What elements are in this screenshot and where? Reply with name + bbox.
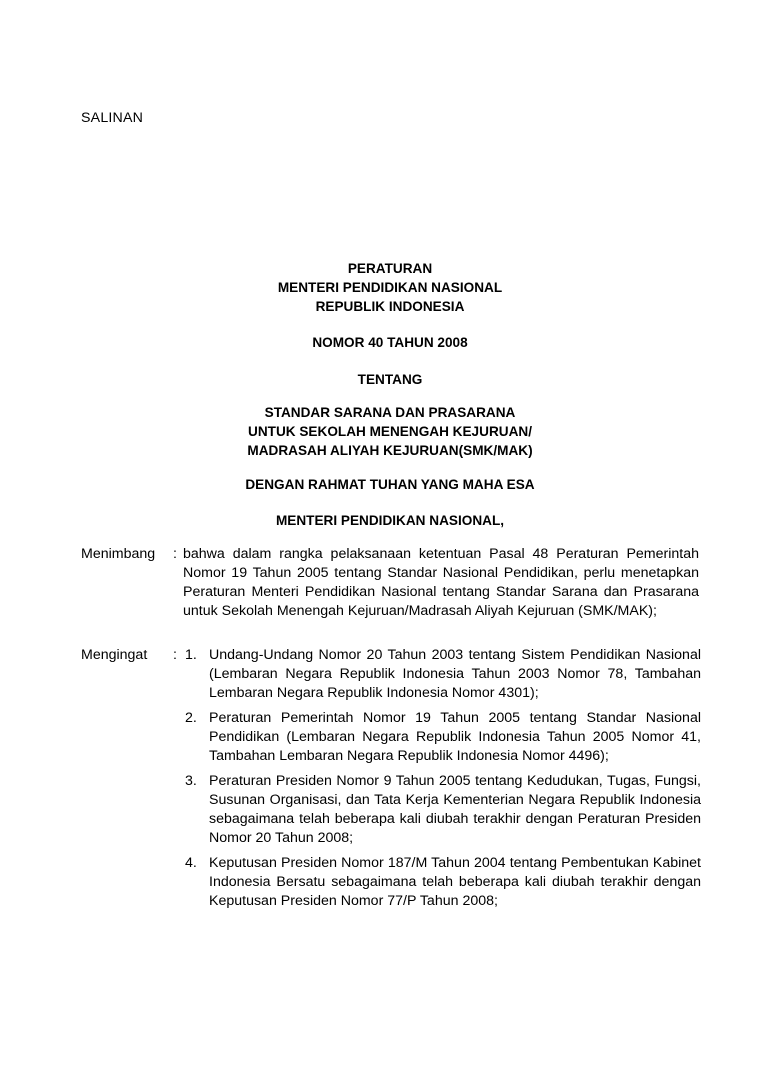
rahmat-text: DENGAN RAHMAT TUHAN YANG MAHA ESA (245, 477, 535, 492)
menimbang-colon: : (173, 546, 177, 562)
list-item-text: Peraturan Presiden Nomor 9 Tahun 2005 tentang Kedudukan, Tugas, Fungsi, Susunan Organisasi, dan Tata Kerja Kementerian Negara Republik Indonesia sebagaimana telah beberapa kali diubah terakhir dengan Peraturan Presiden Nomor 20 Tahun 2008; (209, 773, 701, 846)
list-item-text: Undang-Undang Nomor 20 Tahun 2003 tentang Sistem Pendidikan Nasional (Lembaran Negara Republik Indonesia Tahun 2003 Nomor 78, Tambahan Lembaran Negara Republik Indonesia Nomor 4301); (209, 647, 701, 701)
salinan-label: SALINAN (81, 110, 144, 126)
menimbang-text: bahwa dalam rangka pelaksanaan ketentuan Pasal 48 Peraturan Pemerintah Nomor 19 Tahun 2005 tentang Standar Nasional Pendidikan, perlu menetapkan Peraturan Menteri Pendidikan Nasional tentang Standar Sarana dan Prasarana untuk Sekolah Menengah Kejuruan/Madrasah Aliyah Kejuruan (SMK/MAK); (183, 546, 699, 619)
subject-line: UNTUK SEKOLAH MENENGAH KEJURUAN/ (248, 424, 532, 439)
regulation-number-text: NOMOR 40 TAHUN 2008 (312, 335, 468, 350)
menteri-heading (190, 511, 590, 530)
menimbang-section (81, 545, 701, 640)
mengingat-label: Mengingat (81, 647, 148, 663)
subject-line: MADRASAH ALIYAH KEJURUAN(SMK/MAK) (247, 443, 533, 458)
regulation-number (190, 333, 590, 352)
menteri-text: MENTERI PENDIDIKAN NASIONAL, (275, 513, 505, 528)
rahmat-heading (190, 475, 590, 494)
list-item-text: Peraturan Pemerintah Nomor 19 Tahun 2005 tentang Standar Nasional Pendidikan (Lembaran Negara Republik Indonesia Tahun 2005 Nomor 41, Tambahan Lembaran Negara Republik Indonesia Nomor 4496); (209, 710, 701, 764)
list-item-number: 4. (185, 855, 197, 871)
mengingat-section (81, 646, 701, 916)
tentang-heading (190, 370, 590, 389)
regulation-subject (190, 403, 590, 460)
list-item-number: 2. (185, 710, 197, 726)
mengingat-colon: : (173, 647, 177, 663)
menimbang-label: Menimbang (81, 546, 156, 562)
list-item-number: 3. (185, 773, 197, 789)
regulation-title-line: REPUBLIK INDONESIA (315, 299, 465, 314)
list-item-text: Keputusan Presiden Nomor 187/M Tahun 2004 tentang Pembentukan Kabinet Indonesia Bersatu sebagaimana telah beberapa kali diubah terakhir dengan Keputusan Presiden Nomor 77/P Tahun 2008; (209, 855, 701, 909)
regulation-title-line: PERATURAN (347, 261, 433, 276)
regulation-title-line: MENTERI PENDIDIKAN NASIONAL (277, 280, 503, 295)
subject-line: STANDAR SARANA DAN PRASARANA (264, 405, 516, 420)
tentang-text: TENTANG (357, 372, 423, 387)
list-item-number: 1. (185, 647, 197, 663)
regulation-title (190, 259, 590, 316)
